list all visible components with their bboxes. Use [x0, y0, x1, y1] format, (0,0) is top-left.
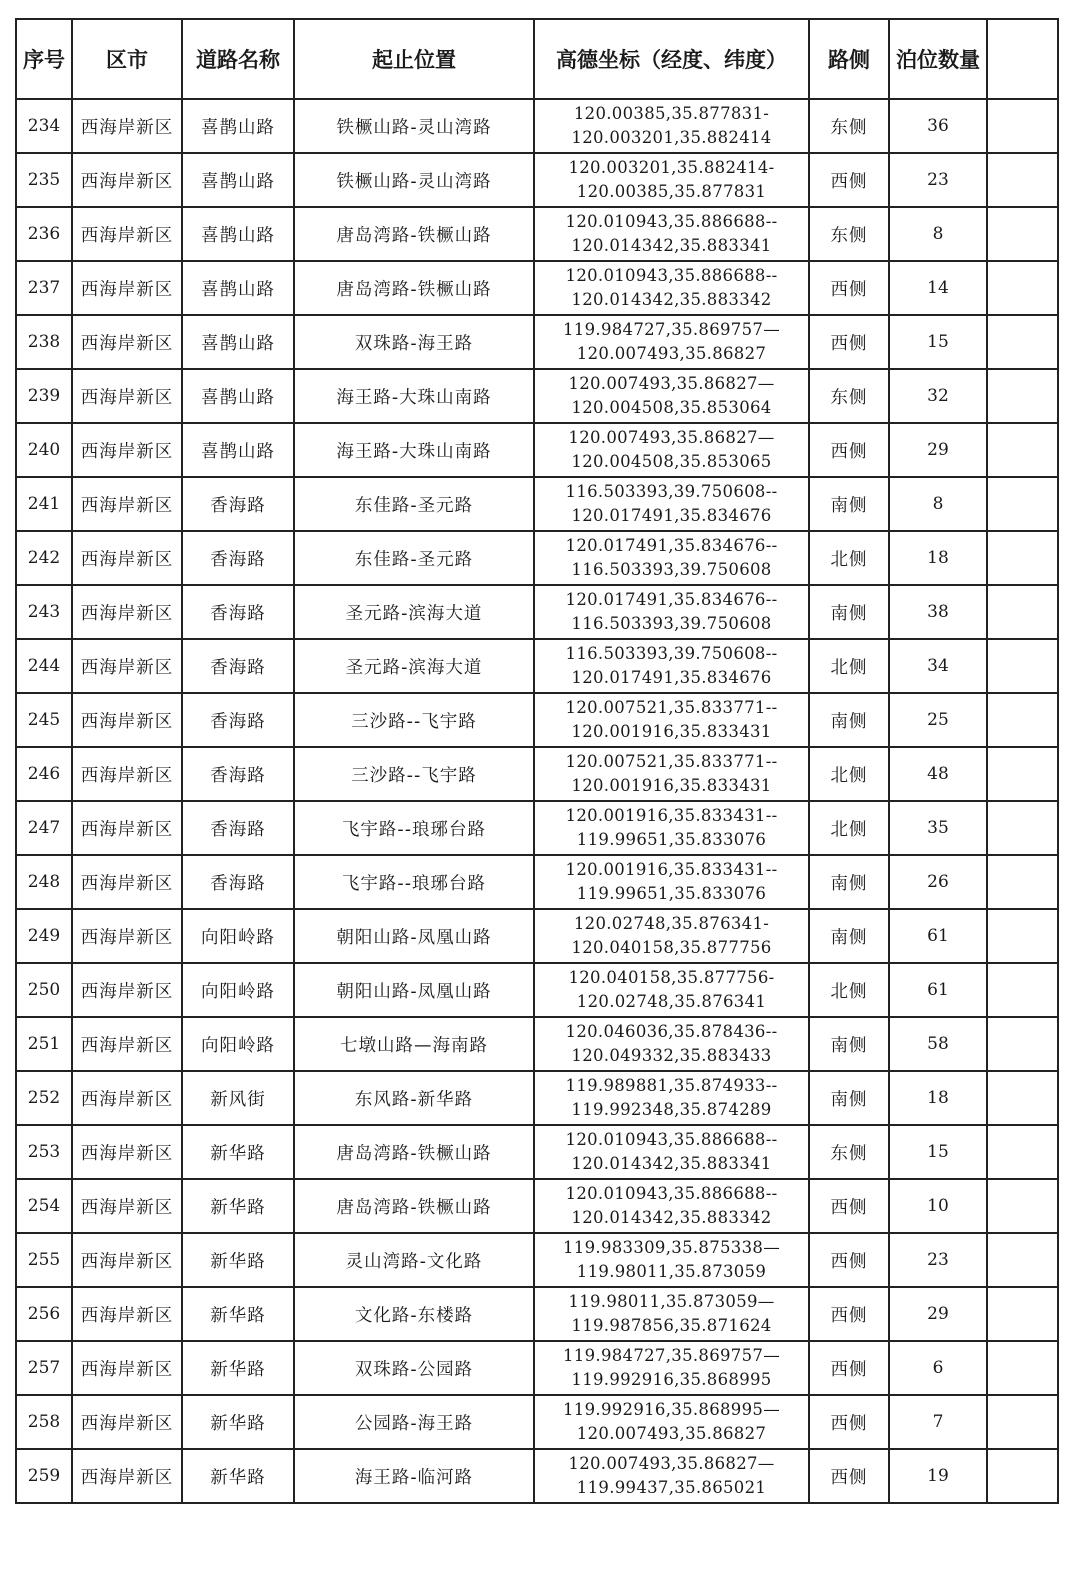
- parking-berth-table: [15, 18, 1059, 1504]
- cell-berth-count: 15: [889, 315, 987, 369]
- cell-start-end: 铁橛山路-灵山湾路: [294, 99, 534, 153]
- cell-road-name: 香海路: [182, 639, 294, 693]
- cell-coordinates: [534, 693, 809, 747]
- cell-district: 西海岸新区: [72, 747, 182, 801]
- cell-road-name: 喜鹊山路: [182, 261, 294, 315]
- cell-blank: [987, 639, 1058, 693]
- cell-berth-count: 48: [889, 747, 987, 801]
- header-district: 区市: [72, 19, 182, 99]
- coord-start: 119.984727,35.869757—: [563, 1346, 780, 1365]
- cell-serial: 256: [16, 1287, 72, 1341]
- coord-end: 116.503393,39.750608: [571, 560, 772, 579]
- cell-coordinates: [534, 531, 809, 585]
- cell-coordinates: [534, 1341, 809, 1395]
- header-coordinates: 高德坐标（经度、纬度）: [534, 19, 809, 99]
- coord-start: 120.017491,35.834676--: [565, 590, 778, 609]
- coord-end: 119.99651,35.833076: [576, 830, 767, 849]
- cell-start-end: 飞宇路--琅琊台路: [294, 855, 534, 909]
- coord-start: 120.010943,35.886688--: [565, 266, 778, 285]
- cell-coordinates: [534, 1071, 809, 1125]
- cell-blank: [987, 801, 1058, 855]
- table-row: [16, 423, 1058, 477]
- cell-district: 西海岸新区: [72, 153, 182, 207]
- cell-road-name: 喜鹊山路: [182, 207, 294, 261]
- cell-berth-count: 32: [889, 369, 987, 423]
- coord-start: 119.984727,35.869757—: [563, 320, 780, 339]
- coord-start: 116.503393,39.750608--: [565, 644, 778, 663]
- cell-coordinates: [534, 477, 809, 531]
- table-row: [16, 261, 1058, 315]
- cell-serial: 241: [16, 477, 72, 531]
- cell-coordinates: [534, 261, 809, 315]
- cell-start-end: 文化路-东楼路: [294, 1287, 534, 1341]
- cell-blank: [987, 423, 1058, 477]
- cell-serial: 250: [16, 963, 72, 1017]
- cell-berth-count: 19: [889, 1449, 987, 1503]
- cell-berth-count: 29: [889, 1287, 987, 1341]
- cell-road-side: 西侧: [809, 315, 889, 369]
- table-row: [16, 1449, 1058, 1503]
- cell-road-side: 北侧: [809, 531, 889, 585]
- cell-coordinates: [534, 1287, 809, 1341]
- cell-road-side: 北侧: [809, 963, 889, 1017]
- cell-road-side: 西侧: [809, 1449, 889, 1503]
- cell-serial: 255: [16, 1233, 72, 1287]
- cell-road-name: 喜鹊山路: [182, 153, 294, 207]
- cell-berth-count: 23: [889, 153, 987, 207]
- cell-start-end: 海王路-大珠山南路: [294, 423, 534, 477]
- cell-road-side: 西侧: [809, 1395, 889, 1449]
- coord-start: 119.983309,35.875338—: [563, 1238, 780, 1257]
- cell-berth-count: 8: [889, 477, 987, 531]
- table-row: [16, 1017, 1058, 1071]
- cell-road-side: 南侧: [809, 1071, 889, 1125]
- cell-road-name: 香海路: [182, 747, 294, 801]
- coord-end: 119.987856,35.871624: [571, 1316, 772, 1335]
- cell-road-name: 香海路: [182, 855, 294, 909]
- cell-district: 西海岸新区: [72, 1341, 182, 1395]
- cell-road-name: 新华路: [182, 1287, 294, 1341]
- cell-coordinates: [534, 1179, 809, 1233]
- cell-coordinates: [534, 153, 809, 207]
- coord-end: 120.017491,35.834676: [571, 506, 772, 525]
- coord-start: 119.98011,35.873059—: [568, 1292, 775, 1311]
- cell-road-side: 东侧: [809, 369, 889, 423]
- cell-road-name: 香海路: [182, 585, 294, 639]
- cell-berth-count: 6: [889, 1341, 987, 1395]
- coord-end: 120.007493,35.86827: [576, 344, 767, 363]
- cell-blank: [987, 1341, 1058, 1395]
- cell-berth-count: 23: [889, 1233, 987, 1287]
- cell-district: 西海岸新区: [72, 423, 182, 477]
- cell-blank: [987, 1071, 1058, 1125]
- cell-coordinates: [534, 1449, 809, 1503]
- header-serial: 序号: [16, 19, 72, 99]
- cell-coordinates: [534, 747, 809, 801]
- table-row: [16, 585, 1058, 639]
- cell-serial: 258: [16, 1395, 72, 1449]
- cell-serial: 251: [16, 1017, 72, 1071]
- cell-blank: [987, 855, 1058, 909]
- table-row: [16, 99, 1058, 153]
- cell-start-end: 飞宇路--琅琊台路: [294, 801, 534, 855]
- table-row: [16, 1233, 1058, 1287]
- cell-district: 西海岸新区: [72, 531, 182, 585]
- cell-district: 西海岸新区: [72, 1125, 182, 1179]
- header-road-name: 道路名称: [182, 19, 294, 99]
- cell-road-side: 西侧: [809, 423, 889, 477]
- table-row: [16, 153, 1058, 207]
- coord-end: 120.049332,35.883433: [571, 1046, 772, 1065]
- coord-end: 120.00385,35.877831: [576, 182, 767, 201]
- coord-start: 120.040158,35.877756-: [568, 968, 775, 987]
- cell-serial: 244: [16, 639, 72, 693]
- cell-road-name: 新华路: [182, 1233, 294, 1287]
- coord-end: 120.040158,35.877756: [571, 938, 772, 957]
- table-row: [16, 963, 1058, 1017]
- cell-serial: 257: [16, 1341, 72, 1395]
- coord-end: 120.014342,35.883341: [571, 1154, 772, 1173]
- cell-road-side: 西侧: [809, 1179, 889, 1233]
- coord-end: 120.004508,35.853064: [571, 398, 772, 417]
- cell-blank: [987, 1125, 1058, 1179]
- cell-district: 西海岸新区: [72, 639, 182, 693]
- cell-serial: 238: [16, 315, 72, 369]
- coord-end: 120.014342,35.883342: [571, 290, 772, 309]
- coord-start: 119.989881,35.874933--: [565, 1076, 778, 1095]
- cell-start-end: 双珠路-公园路: [294, 1341, 534, 1395]
- cell-road-side: 南侧: [809, 909, 889, 963]
- coord-end: 119.992348,35.874289: [571, 1100, 772, 1119]
- cell-coordinates: [534, 585, 809, 639]
- coord-start: 120.007493,35.86827—: [568, 374, 775, 393]
- cell-coordinates: [534, 207, 809, 261]
- cell-blank: [987, 207, 1058, 261]
- cell-district: 西海岸新区: [72, 1017, 182, 1071]
- header-blank: [987, 19, 1058, 99]
- cell-road-name: 喜鹊山路: [182, 99, 294, 153]
- table-row: [16, 369, 1058, 423]
- cell-road-name: 喜鹊山路: [182, 423, 294, 477]
- cell-berth-count: 18: [889, 1071, 987, 1125]
- cell-district: 西海岸新区: [72, 369, 182, 423]
- coord-start: 119.992916,35.868995—: [563, 1400, 780, 1419]
- cell-blank: [987, 531, 1058, 585]
- cell-berth-count: 61: [889, 963, 987, 1017]
- cell-start-end: 灵山湾路-文化路: [294, 1233, 534, 1287]
- cell-district: 西海岸新区: [72, 1395, 182, 1449]
- coord-end: 119.99437,35.865021: [576, 1478, 767, 1497]
- cell-coordinates: [534, 99, 809, 153]
- cell-start-end: 朝阳山路-凤凰山路: [294, 963, 534, 1017]
- cell-berth-count: 26: [889, 855, 987, 909]
- table-row: [16, 1071, 1058, 1125]
- cell-district: 西海岸新区: [72, 693, 182, 747]
- cell-start-end: 唐岛湾路-铁橛山路: [294, 1125, 534, 1179]
- cell-district: 西海岸新区: [72, 99, 182, 153]
- cell-district: 西海岸新区: [72, 585, 182, 639]
- cell-road-name: 新华路: [182, 1341, 294, 1395]
- table-row: [16, 1395, 1058, 1449]
- cell-berth-count: 61: [889, 909, 987, 963]
- cell-serial: 245: [16, 693, 72, 747]
- cell-coordinates: [534, 1395, 809, 1449]
- coord-start: 120.017491,35.834676--: [565, 536, 778, 555]
- cell-serial: 237: [16, 261, 72, 315]
- coord-start: 120.010943,35.886688--: [565, 1130, 778, 1149]
- cell-road-name: 香海路: [182, 531, 294, 585]
- cell-blank: [987, 963, 1058, 1017]
- cell-start-end: 铁橛山路-灵山湾路: [294, 153, 534, 207]
- cell-start-end: 圣元路-滨海大道: [294, 585, 534, 639]
- cell-start-end: 朝阳山路-凤凰山路: [294, 909, 534, 963]
- coord-end: 116.503393,39.750608: [571, 614, 772, 633]
- header-berth-count: 泊位数量: [889, 19, 987, 99]
- cell-blank: [987, 261, 1058, 315]
- cell-road-name: 喜鹊山路: [182, 315, 294, 369]
- cell-start-end: 七墩山路—海南路: [294, 1017, 534, 1071]
- table-header-row: [16, 19, 1058, 99]
- cell-coordinates: [534, 855, 809, 909]
- coord-start: 120.02748,35.876341-: [573, 914, 770, 933]
- table-row: [16, 855, 1058, 909]
- header-road-side: 路侧: [809, 19, 889, 99]
- cell-district: 西海岸新区: [72, 477, 182, 531]
- cell-blank: [987, 477, 1058, 531]
- cell-serial: 243: [16, 585, 72, 639]
- cell-serial: 252: [16, 1071, 72, 1125]
- cell-district: 西海岸新区: [72, 1179, 182, 1233]
- cell-district: 西海岸新区: [72, 909, 182, 963]
- cell-blank: [987, 585, 1058, 639]
- cell-road-side: 北侧: [809, 639, 889, 693]
- cell-road-name: 新华路: [182, 1449, 294, 1503]
- cell-district: 西海岸新区: [72, 315, 182, 369]
- coord-end: 119.992916,35.868995: [571, 1370, 772, 1389]
- coord-start: 120.010943,35.886688--: [565, 212, 778, 231]
- cell-start-end: 唐岛湾路-铁橛山路: [294, 207, 534, 261]
- document-page: [15, 18, 1057, 1504]
- coord-end: 120.001916,35.833431: [571, 722, 772, 741]
- coord-end: 120.007493,35.86827: [576, 1424, 767, 1443]
- cell-start-end: 唐岛湾路-铁橛山路: [294, 1179, 534, 1233]
- cell-road-side: 东侧: [809, 207, 889, 261]
- cell-serial: 239: [16, 369, 72, 423]
- cell-serial: 253: [16, 1125, 72, 1179]
- coord-end: 120.02748,35.876341: [576, 992, 767, 1011]
- cell-serial: 246: [16, 747, 72, 801]
- cell-road-side: 南侧: [809, 477, 889, 531]
- cell-road-side: 西侧: [809, 261, 889, 315]
- coord-start: 116.503393,39.750608--: [565, 482, 778, 501]
- cell-road-name: 香海路: [182, 693, 294, 747]
- table-row: [16, 315, 1058, 369]
- cell-road-name: 新华路: [182, 1179, 294, 1233]
- cell-blank: [987, 747, 1058, 801]
- cell-coordinates: [534, 639, 809, 693]
- cell-road-side: 西侧: [809, 1287, 889, 1341]
- cell-berth-count: 38: [889, 585, 987, 639]
- cell-blank: [987, 909, 1058, 963]
- table-row: [16, 1341, 1058, 1395]
- cell-road-name: 新华路: [182, 1395, 294, 1449]
- cell-serial: 235: [16, 153, 72, 207]
- table-row: [16, 747, 1058, 801]
- cell-road-side: 南侧: [809, 585, 889, 639]
- cell-road-name: 新风街: [182, 1071, 294, 1125]
- cell-district: 西海岸新区: [72, 1287, 182, 1341]
- cell-start-end: 三沙路--飞宇路: [294, 747, 534, 801]
- cell-berth-count: 14: [889, 261, 987, 315]
- cell-district: 西海岸新区: [72, 1449, 182, 1503]
- cell-road-side: 东侧: [809, 1125, 889, 1179]
- table-row: [16, 639, 1058, 693]
- cell-berth-count: 7: [889, 1395, 987, 1449]
- table-row: [16, 1179, 1058, 1233]
- cell-district: 西海岸新区: [72, 207, 182, 261]
- cell-start-end: 双珠路-海王路: [294, 315, 534, 369]
- coord-start: 120.001916,35.833431--: [565, 806, 778, 825]
- coord-end: 120.014342,35.883342: [571, 1208, 772, 1227]
- cell-berth-count: 58: [889, 1017, 987, 1071]
- cell-blank: [987, 1179, 1058, 1233]
- coord-end: 120.003201,35.882414: [571, 128, 772, 147]
- coord-start: 120.007493,35.86827—: [568, 428, 775, 447]
- cell-berth-count: 15: [889, 1125, 987, 1179]
- cell-blank: [987, 1287, 1058, 1341]
- cell-coordinates: [534, 315, 809, 369]
- cell-serial: 236: [16, 207, 72, 261]
- cell-road-side: 南侧: [809, 1017, 889, 1071]
- cell-berth-count: 36: [889, 99, 987, 153]
- cell-road-side: 东侧: [809, 99, 889, 153]
- coord-end: 120.004508,35.853065: [571, 452, 772, 471]
- coord-start: 120.007521,35.833771--: [565, 752, 778, 771]
- cell-serial: 234: [16, 99, 72, 153]
- coord-start: 120.003201,35.882414-: [568, 158, 775, 177]
- cell-coordinates: [534, 909, 809, 963]
- table-row: [16, 1125, 1058, 1179]
- cell-road-name: 香海路: [182, 801, 294, 855]
- cell-start-end: 海王路-临河路: [294, 1449, 534, 1503]
- cell-blank: [987, 1233, 1058, 1287]
- coord-end: 119.98011,35.873059: [576, 1262, 767, 1281]
- cell-district: 西海岸新区: [72, 801, 182, 855]
- cell-blank: [987, 153, 1058, 207]
- coord-start: 120.00385,35.877831-: [573, 104, 770, 123]
- coord-start: 120.007493,35.86827—: [568, 1454, 775, 1473]
- table-row: [16, 477, 1058, 531]
- cell-road-side: 西侧: [809, 1341, 889, 1395]
- cell-district: 西海岸新区: [72, 963, 182, 1017]
- cell-start-end: 三沙路--飞宇路: [294, 693, 534, 747]
- cell-blank: [987, 693, 1058, 747]
- cell-road-side: 北侧: [809, 747, 889, 801]
- table-row: [16, 801, 1058, 855]
- coord-end: 120.001916,35.833431: [571, 776, 772, 795]
- cell-blank: [987, 1017, 1058, 1071]
- table-row: [16, 531, 1058, 585]
- cell-road-name: 向阳岭路: [182, 1017, 294, 1071]
- coord-end: 120.017491,35.834676: [571, 668, 772, 687]
- cell-road-name: 喜鹊山路: [182, 369, 294, 423]
- cell-district: 西海岸新区: [72, 1233, 182, 1287]
- cell-start-end: 海王路-大珠山南路: [294, 369, 534, 423]
- coord-end: 119.99651,35.833076: [576, 884, 767, 903]
- coord-start: 120.046036,35.878436--: [565, 1022, 778, 1041]
- cell-serial: 248: [16, 855, 72, 909]
- cell-road-side: 南侧: [809, 855, 889, 909]
- cell-road-side: 北侧: [809, 801, 889, 855]
- cell-coordinates: [534, 1017, 809, 1071]
- coord-start: 120.001916,35.833431--: [565, 860, 778, 879]
- cell-serial: 242: [16, 531, 72, 585]
- cell-berth-count: 29: [889, 423, 987, 477]
- cell-road-side: 南侧: [809, 693, 889, 747]
- coord-start: 120.010943,35.886688--: [565, 1184, 778, 1203]
- cell-road-side: 西侧: [809, 1233, 889, 1287]
- cell-serial: 259: [16, 1449, 72, 1503]
- cell-coordinates: [534, 369, 809, 423]
- cell-start-end: 圣元路-滨海大道: [294, 639, 534, 693]
- cell-district: 西海岸新区: [72, 855, 182, 909]
- cell-district: 西海岸新区: [72, 1071, 182, 1125]
- cell-start-end: 公园路-海王路: [294, 1395, 534, 1449]
- cell-start-end: 东佳路-圣元路: [294, 477, 534, 531]
- header-start-end: 起止位置: [294, 19, 534, 99]
- cell-berth-count: 18: [889, 531, 987, 585]
- cell-coordinates: [534, 801, 809, 855]
- cell-serial: 247: [16, 801, 72, 855]
- cell-coordinates: [534, 1125, 809, 1179]
- cell-serial: 254: [16, 1179, 72, 1233]
- table-body: [16, 99, 1058, 1503]
- cell-berth-count: 10: [889, 1179, 987, 1233]
- cell-coordinates: [534, 423, 809, 477]
- cell-road-side: 西侧: [809, 153, 889, 207]
- cell-serial: 249: [16, 909, 72, 963]
- cell-serial: 240: [16, 423, 72, 477]
- cell-road-name: 新华路: [182, 1125, 294, 1179]
- cell-coordinates: [534, 963, 809, 1017]
- cell-blank: [987, 99, 1058, 153]
- cell-road-name: 向阳岭路: [182, 909, 294, 963]
- cell-start-end: 唐岛湾路-铁橛山路: [294, 261, 534, 315]
- cell-blank: [987, 1395, 1058, 1449]
- cell-coordinates: [534, 1233, 809, 1287]
- cell-start-end: 东风路-新华路: [294, 1071, 534, 1125]
- cell-blank: [987, 315, 1058, 369]
- cell-blank: [987, 369, 1058, 423]
- coord-end: 120.014342,35.883341: [571, 236, 772, 255]
- coord-start: 120.007521,35.833771--: [565, 698, 778, 717]
- table-row: [16, 207, 1058, 261]
- cell-berth-count: 34: [889, 639, 987, 693]
- cell-district: 西海岸新区: [72, 261, 182, 315]
- cell-berth-count: 35: [889, 801, 987, 855]
- cell-berth-count: 25: [889, 693, 987, 747]
- table-row: [16, 909, 1058, 963]
- table-row: [16, 1287, 1058, 1341]
- cell-berth-count: 8: [889, 207, 987, 261]
- table-row: [16, 693, 1058, 747]
- cell-road-name: 向阳岭路: [182, 963, 294, 1017]
- cell-road-name: 香海路: [182, 477, 294, 531]
- cell-start-end: 东佳路-圣元路: [294, 531, 534, 585]
- cell-blank: [987, 1449, 1058, 1503]
